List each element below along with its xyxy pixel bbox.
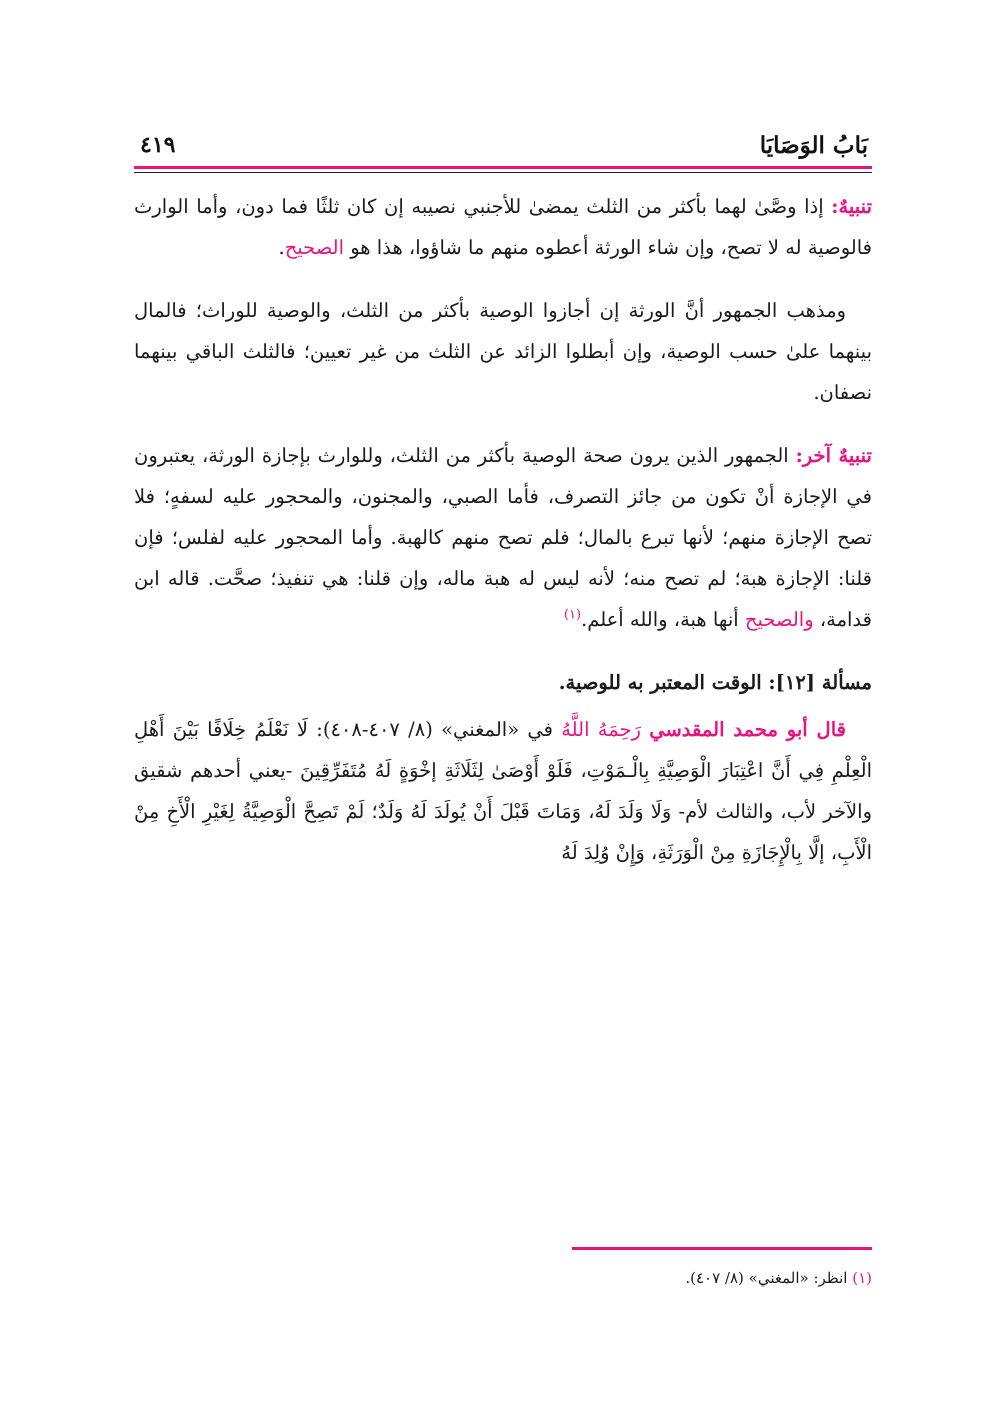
footnote xyxy=(134,1266,872,1290)
note-paragraph-1 xyxy=(134,186,872,268)
footnote-text: انظر: «المغني» (٨/ ٤٠٧). xyxy=(685,1269,853,1287)
footnote-reference: (١) xyxy=(563,607,582,623)
quote-honorific: رَحِمَهُ اللَّهُ xyxy=(561,718,650,741)
header-rule-pink xyxy=(134,166,872,169)
note-text: إذا وصَّىٰ لهما بأكثر من الثلث يمضىٰ للأجنبي نصيبه إن كان ثلثًا فما دون، وأما الوارث فالوصية له لا تصح، وإن شاء الورثة أعطوه منهم ما شاؤوا، هذا هو xyxy=(134,195,872,259)
note-text-2: الجمهور الذين يرون صحة الوصية بأكثر من الثلث، وللوارث بإجازة الورثة، يعتبرون في الإجازة أنْ تكون من جائز التصرف، فأما الصبي، والمجنون، والمحجور عليه لسفهٍ؛ فلا تصح الإجازة منهم؛ لأنها تبرع بالمال؛ فلم تصح منهم كالهبة. وأما المحجور عليه لفلس؛ فإن قلنا: الإجازة هبة؛ لم تصح منه؛ لأنه ليس له هبة ماله، وإن قلنا: هي تنفيذ؛ صحَّت. قاله ابن قدامة، xyxy=(134,444,872,631)
page-header xyxy=(134,128,872,168)
book-page xyxy=(134,0,872,1418)
page-body xyxy=(134,186,872,873)
note-paragraph-2 xyxy=(134,435,872,640)
madhhab-paragraph: ومذهب الجمهور أنَّ الورثة إن أجازوا الوصية بأكثر من الثلث، والوصية للوراث؛ فالمال بينهما علىٰ حسب الوصية، وإن أبطلوا الزائد عن الثلث من غير تعيين؛ فالثلث الباقي بينهما نصفان. xyxy=(134,299,872,404)
note-end: . xyxy=(278,236,285,259)
quote-speaker: قال أبو محمد المقدسي xyxy=(649,718,846,741)
note-label-2: تنبيهٌ آخر: xyxy=(795,444,872,467)
quote-source: في «المغني» (٨/ ٤٠٧-٤٠٨): xyxy=(308,718,562,741)
issue-label: مسألة [١٢]: xyxy=(768,671,872,694)
footnote-marker: (١) xyxy=(852,1269,872,1287)
note-highlight-2: والصحيح xyxy=(744,608,814,631)
note-end-2: أنها هبة، والله أعلم. xyxy=(581,608,745,631)
note-highlight: الصحيح xyxy=(284,236,345,259)
issue-title: الوقت المعتبر به للوصية. xyxy=(558,671,769,694)
chapter-title: بَابُ الوَصَايَا xyxy=(759,132,868,159)
footnote-rule xyxy=(572,1247,872,1250)
note-label: تنبيهٌ: xyxy=(831,195,872,218)
page-number: ٤١٩ xyxy=(140,132,176,158)
header-rule-black xyxy=(134,172,872,173)
quote-text: لَا نَعْلَمُ خِلَافًا بَيْنَ أَهْلِ الْعِلْمِ فِي أَنَّ اعْتِبَارَ الْوَصِيَّةِ بِالْـمَوْتِ، فَلَوْ أَوْصَىٰ لِثَلَاثَةِ إخْوَةٍ لَهُ مُتَفَرِّقِينَ -يعني أحدهم شقيق والآخر لأب، والثالث لأم- وَلَا وَلَدَ لَهُ، وَمَاتَ قَبْلَ أَنْ يُولَدَ لَهُ وَلَدٌ؛ لَمْ تَصِحَّ الْوَصِيَّةُ لِغَيْرِ الْأَخِ مِنْ الْأَبِ، إلَّا بِالْإِجَازَةِ مِنْ الْوَرَثَةِ، وَإِنْ وُلِدَ لَهُ xyxy=(134,718,872,864)
quote-paragraph xyxy=(134,709,872,873)
issue-heading xyxy=(134,662,872,703)
